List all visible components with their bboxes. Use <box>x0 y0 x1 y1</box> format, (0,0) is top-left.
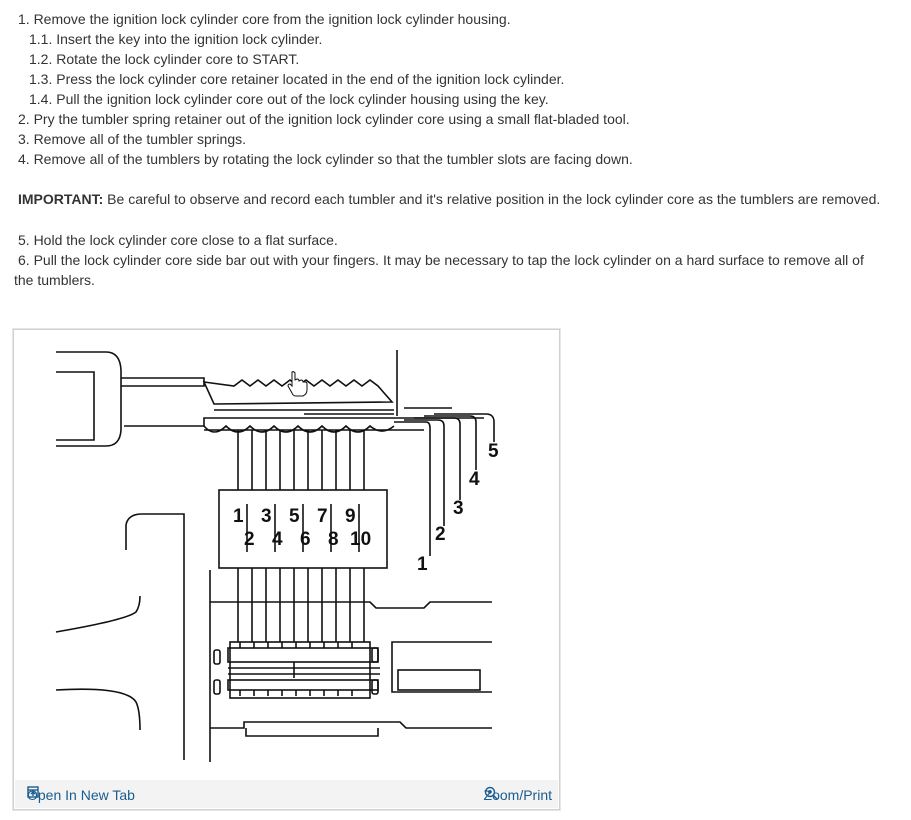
side-block-inner <box>398 670 480 690</box>
strip-ticks <box>240 642 352 696</box>
tumbler-label: 9 <box>345 506 356 527</box>
zoom-in-icon <box>484 786 498 800</box>
tumbler-strip-upper <box>228 648 378 662</box>
housing-bottom-line <box>210 722 492 728</box>
zoom-print-link[interactable] <box>484 786 552 804</box>
strip-end-right <box>372 648 378 662</box>
key-head-inner <box>56 372 94 440</box>
step-1-2: 1.2. Rotate the lock cylinder core to START. <box>29 51 300 67</box>
step-6-continued: the tumblers. <box>14 272 95 288</box>
figure-toolbar <box>15 780 558 808</box>
callout-line-4 <box>424 416 476 470</box>
step-6: 6. Pull the lock cylinder core side bar out with your fingers. It may be necessary to tap the lock cylinder on a hard surface to remove all of <box>18 252 864 268</box>
tumbler-label: 1 <box>233 506 244 527</box>
key-bow-bottom <box>121 378 204 386</box>
strip-end-left-b <box>214 680 220 694</box>
callout-line-1 <box>394 422 430 556</box>
tumbler-label: 2 <box>244 529 255 550</box>
strip-end-left <box>214 650 220 664</box>
zoom-print-label: Zoom/Print <box>483 787 552 803</box>
housing-left-curve <box>56 596 140 632</box>
step-1: 1. Remove the ignition lock cylinder core from the ignition lock cylinder housing. <box>18 11 511 27</box>
hand-cursor-icon <box>288 372 307 396</box>
callout-number: 4 <box>469 469 480 490</box>
step-2: 2. Pry the tumbler spring retainer out of the ignition lock cylinder core using a small flat-bladed tool. <box>18 111 630 127</box>
tumbler-label: 4 <box>272 529 283 550</box>
side-block-outer <box>392 642 492 692</box>
tumbler-label: 6 <box>300 529 311 550</box>
tumbler-label: 5 <box>289 506 300 527</box>
figure-panel <box>13 329 560 810</box>
step-4: 4. Remove all of the tumblers by rotating the lock cylinder so that the tumbler slots are facing down. <box>18 151 633 167</box>
key-head <box>56 352 121 446</box>
open-in-new-tab-label: Open In New Tab <box>27 787 135 803</box>
callout-number: 3 <box>453 498 464 519</box>
important-text: Be careful to observe and record each tumbler and it's relative position in the lock cylinder core as the tumblers are removed. <box>103 191 881 207</box>
callout-number: 2 <box>435 524 446 545</box>
strip-end-right-b <box>372 680 378 694</box>
tumbler-labels <box>233 506 371 550</box>
housing-left-lower <box>56 689 140 730</box>
callout-number: 1 <box>417 554 428 575</box>
tumbler-strip-lower <box>228 680 378 690</box>
step-1-1: 1.1. Insert the key into the ignition lock cylinder. <box>29 31 323 47</box>
callout-number: 5 <box>488 441 499 462</box>
tumbler-label: 3 <box>261 506 272 527</box>
tumbler-label: 10 <box>350 529 372 550</box>
important-label: IMPORTANT: <box>18 191 104 207</box>
cylinder-wave <box>204 426 394 432</box>
open-new-tab-icon <box>27 786 39 798</box>
housing-bottom-step <box>246 728 378 736</box>
lock-cylinder-diagram <box>14 330 559 780</box>
open-in-new-tab-link[interactable] <box>27 786 135 804</box>
housing-top-left <box>126 514 184 760</box>
callout-line-2 <box>404 420 444 526</box>
step-1-3: 1.3. Press the lock cylinder core retainer located in the end of the ignition lock cylinder. <box>29 71 565 87</box>
step-1-4: 1.4. Pull the ignition lock cylinder core out of the lock cylinder housing using the key. <box>29 91 549 107</box>
step-5: 5. Hold the lock cylinder core close to a flat surface. <box>18 232 338 248</box>
tumbler-label: 8 <box>328 529 339 550</box>
tumbler-label: 7 <box>317 506 328 527</box>
step-3: 3. Remove all of the tumbler springs. <box>18 131 246 147</box>
important-note <box>18 189 880 209</box>
